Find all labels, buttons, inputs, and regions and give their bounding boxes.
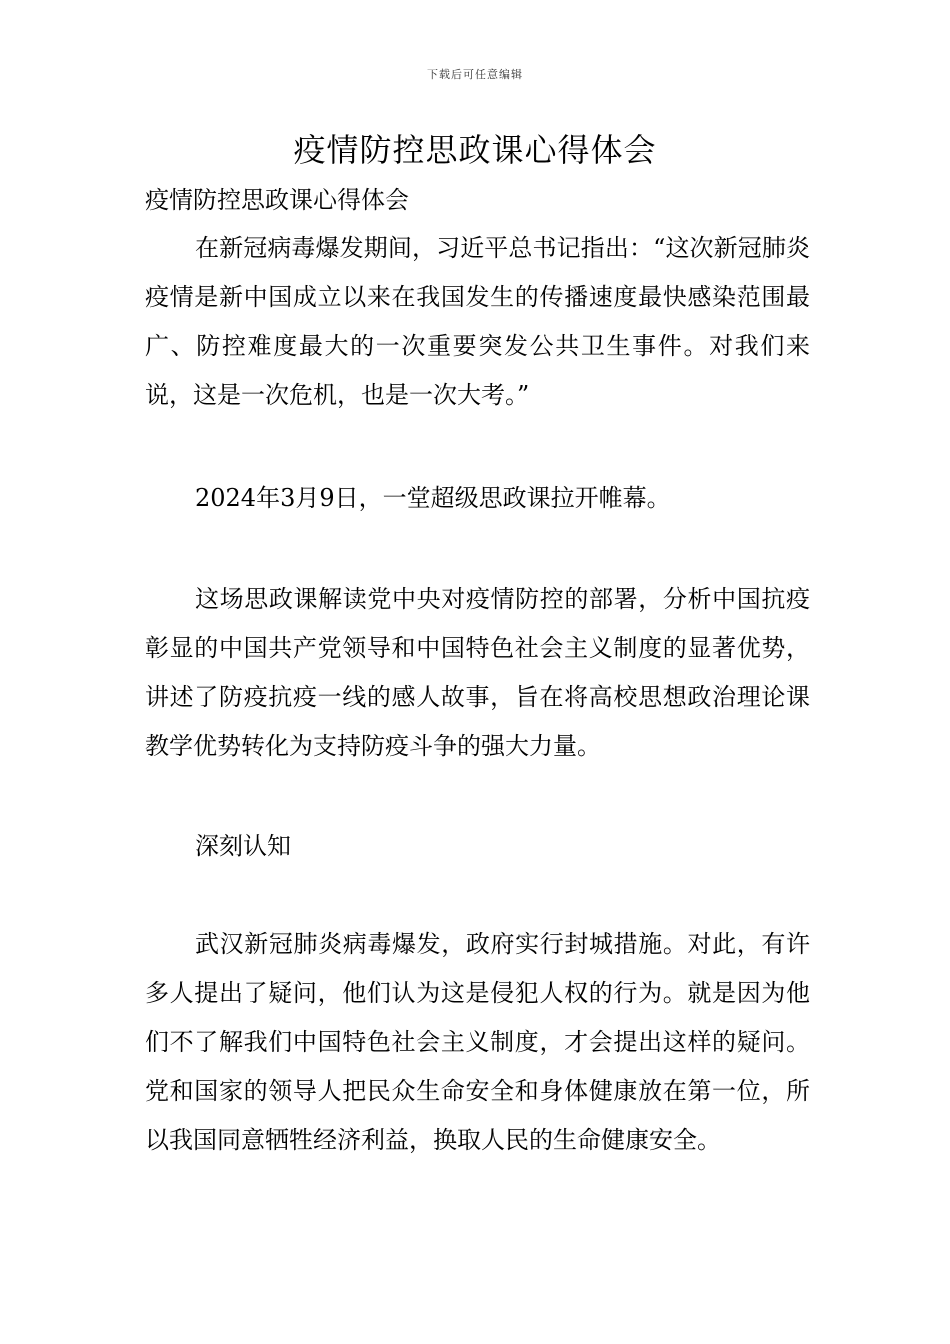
paragraph-2: 2024年3月9日，一堂超级思政课拉开帷幕。 xyxy=(195,484,671,512)
paragraph-3: 这场思政课解读党中央对疫情防控的部署，分析中国抗疫彰显的中国共产党领导和中国特色社会主义制度的显著优势，讲述了防疫抗疫一线的感人故事，旨在将高校思想政治理论课教学优势转化为支持防疫斗争的强大力量。 xyxy=(145,585,810,760)
paragraph-4: 武汉新冠肺炎病毒爆发，政府实行封城措施。对此，有许多人提出了疑问，他们认为这是侵犯人权的行为。就是因为他们不了解我们中国特色社会主义制度，才会提出这样的疑问。党和国家的领导人把民众生命安全和身体健康放在第一位，所以我国同意牺牲经济利益，换取人民的生命健康安全。 xyxy=(145,930,810,1154)
header-note: 下载后可任意编辑 xyxy=(427,68,523,81)
section-heading: 深刻认知 xyxy=(195,832,291,860)
document-subtitle: 疫情防控思政课心得体会 xyxy=(145,186,409,214)
paragraph-1: 在新冠病毒爆发期间，习近平总书记指出：“这次新冠肺炎疫情是新中国成立以来在我国发生的传播速度最快感染范围最广、防控难度最大的一次重要突发公共卫生事件。对我们来说，这是一次危机，也是一次大考。” xyxy=(145,234,810,409)
document-title: 疫情防控思政课心得体会 xyxy=(293,131,657,169)
